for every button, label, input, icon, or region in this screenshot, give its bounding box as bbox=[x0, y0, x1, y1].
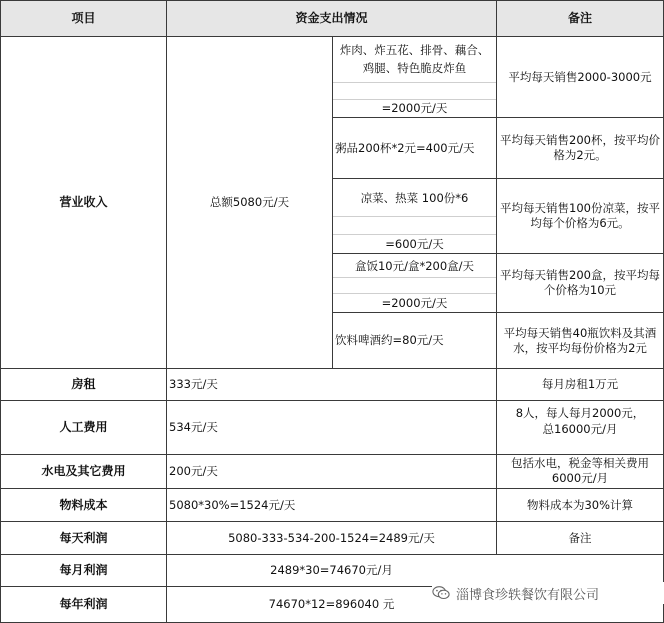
revenue-note-dishes: 平均每天销售100份凉菜，按平均每个价格为6元。 bbox=[500, 201, 660, 230]
monthly-profit-detail: 2489*30=74670元/月 bbox=[270, 563, 393, 577]
daily-profit-label: 每天利润 bbox=[59, 530, 108, 545]
materials-note: 物料成本为30%计算 bbox=[526, 497, 634, 512]
yearly-profit-label: 每年利润 bbox=[59, 597, 108, 611]
revenue-label: 营业收入 bbox=[59, 195, 108, 209]
rent-label: 房租 bbox=[71, 377, 96, 391]
daily-profit-note: 备注 bbox=[568, 530, 592, 545]
revenue-item-porridge: 粥品200杯*2元=400元/天 bbox=[335, 140, 475, 155]
subcell-line bbox=[332, 234, 496, 235]
watermark bbox=[432, 582, 664, 604]
revenue-note-drinks: 平均每天销售40瓶饮料及其酒水，按平均每份价格为2元 bbox=[503, 325, 657, 355]
revenue-total: 总额5080元/天 bbox=[209, 195, 290, 209]
utilities-note-line1: 包括水电，税金等相关费用 bbox=[511, 456, 649, 470]
labor-label: 人工费用 bbox=[59, 420, 108, 434]
rent-note: 每月房租1万元 bbox=[541, 377, 619, 391]
revenue-note-porridge: 平均每天销售200杯，按平均价格为2元。 bbox=[500, 133, 660, 162]
utilities-detail: 200元/天 bbox=[169, 464, 218, 478]
yearly-profit-detail: 74670*12=896040 元 bbox=[268, 597, 395, 611]
labor-note-line2: 总16000元/月 bbox=[542, 421, 618, 436]
revenue-item-fried-result: =2000元/天 bbox=[381, 100, 448, 115]
materials-detail: 5080*30%=1524元/天 bbox=[169, 497, 296, 512]
revenue-item-drinks: 饮料啤酒约=80元/天 bbox=[335, 333, 444, 347]
subcell-line bbox=[332, 82, 496, 83]
rent-detail: 333元/天 bbox=[169, 377, 218, 391]
revenue-item-fried-line1: 炸肉、炸五花、排骨、藕合、 bbox=[339, 42, 490, 57]
utilities-label: 水电及其它费用 bbox=[41, 464, 126, 478]
header-item: 项目 bbox=[71, 11, 96, 25]
subcell-line bbox=[332, 277, 496, 278]
subcell-line bbox=[332, 293, 496, 294]
labor-note-line1: 8人，每人每月2000元， bbox=[515, 405, 645, 420]
header-details: 资金支出情况 bbox=[295, 11, 368, 25]
revenue-item-dishes-result: =600元/天 bbox=[385, 236, 444, 251]
materials-label: 物料成本 bbox=[59, 497, 108, 512]
subcell-line bbox=[332, 216, 496, 217]
revenue-item-boxed-meal-result: =2000元/天 bbox=[381, 295, 448, 310]
revenue-item-dishes: 凉菜、热菜 100份*6 bbox=[360, 190, 469, 205]
header-notes: 备注 bbox=[567, 11, 592, 25]
daily-profit-detail: 5080-333-534-200-1524=2489元/天 bbox=[228, 530, 435, 545]
revenue-note-boxed-meal: 平均每天销售200盒，按平均每个价格为10元 bbox=[500, 268, 660, 297]
wechat-icon bbox=[432, 585, 450, 601]
revenue-item-boxed-meal: 盒饭10元/盒*200盒/天 bbox=[354, 258, 475, 273]
monthly-profit-label: 每月利润 bbox=[59, 563, 108, 577]
labor-detail: 534元/天 bbox=[169, 420, 218, 434]
revenue-item-fried-line2: 鸡腿、特色脆皮炸鱼 bbox=[362, 60, 467, 75]
watermark-text: 淄博食珍轶餐饮有限公司 bbox=[456, 587, 600, 603]
revenue-note-fried: 平均每天销售2000-3000元 bbox=[508, 69, 652, 84]
utilities-note-line2: 6000元/月 bbox=[551, 471, 609, 485]
